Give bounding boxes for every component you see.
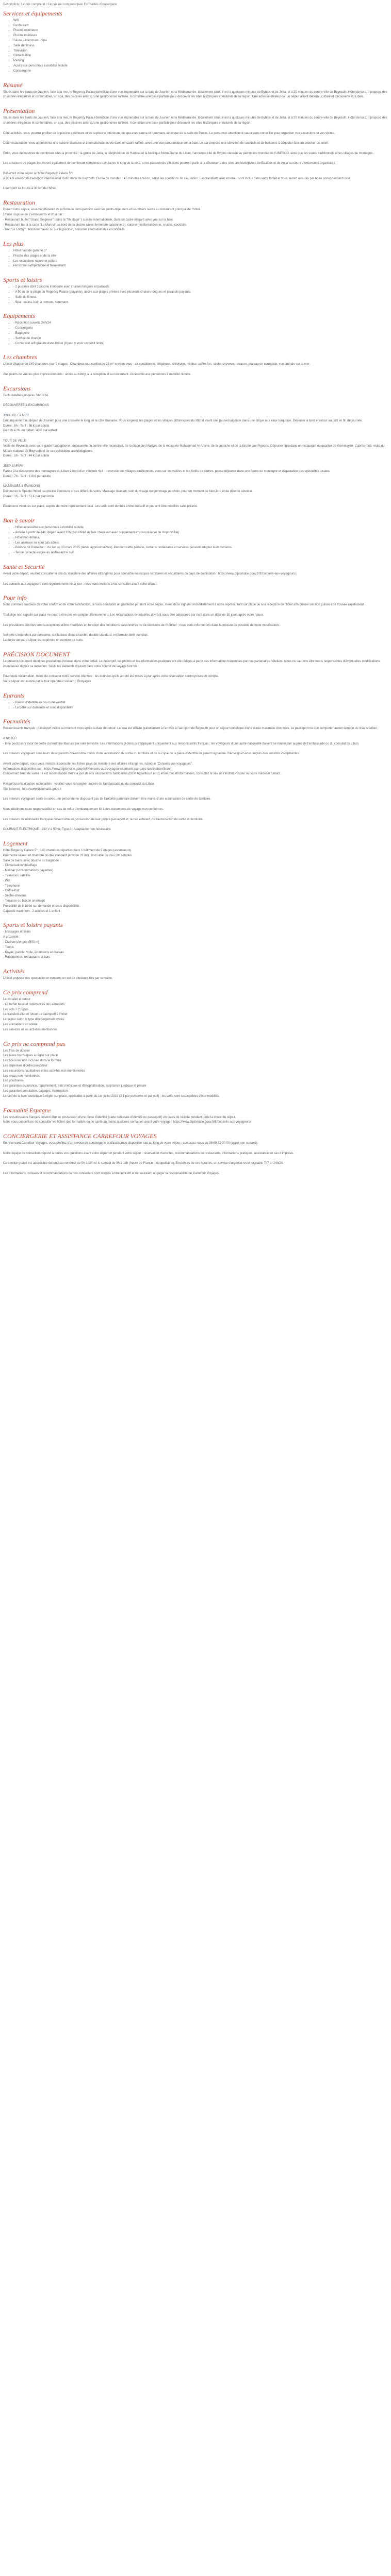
section-15-paragraph: - Il ne peut pas y avoir de sortie du territoire libanais par voie terrestre. Les informations ci-dessus s'appliquent uniquement aux ressortissants français ; les voyageurs d'une autre nationalité doivent se renseigner auprès de l'ambassade ou du consulat du Liban. (3, 742, 360, 745)
list-item: • Télévision (13, 49, 388, 54)
section-4-paragraph: - Restaurant bar à la carte "La Marina" au bord de la piscine (avec fermeture saisonnière), cuisine méditerranéenne, snacks, cocktails. (3, 223, 187, 227)
section-15-paragraph: Les mineurs voyageant sans leurs deux parents doivent être munis d'une autorisation de sortie du territoire et de la copie de la pièce d'identité du parent signataire. Renseignez-vous auprès des autorités compétentes. (3, 752, 300, 756)
spacer (3, 618, 388, 623)
list-item: • - Le bébé sur demande et sous disponibilité (13, 706, 388, 711)
section-9-block-heading: JEEP SAFARI (3, 465, 23, 468)
list-item: • Conciergerie (13, 69, 388, 74)
section-15-note: Les mineurs de nationalité française doivent être en possession de leur propre passeport et, le cas échéant, de l'autorisation de sortie du territoire. (3, 818, 204, 821)
list-item: • - Conciergerie (13, 326, 388, 331)
section-12-paragraph: La durée de votre séjour est exprimée en nombre de nuits. (3, 638, 84, 642)
section-16-title: Logement (3, 840, 28, 848)
section-16-paragraph: - Coffre-fort (3, 889, 19, 893)
section-15-paragraph: Concernant l'état de santé : il est recommandé d'être à jour de vos vaccinations habituelles (DTP, hépatites A et B). Pour plus d'informations, consultez le site de l'Institut Pasteur ou votre médecin traitant. (3, 772, 281, 776)
section-17-title: Sports et loisirs payants (3, 921, 63, 929)
section-12-paragraph: Nos prix s'entendent par personne, sur la base d'une chambre double standard, en formule demi-pension. (3, 634, 149, 637)
section-9-block-line: Durée : 7h - Tarif : 118 € par adulte (3, 474, 51, 478)
section-2-title: Résumé (3, 81, 23, 89)
list-item: • - Réception ouverte 24h/24 (13, 321, 388, 326)
list-item: • Personnel sympathique et bienveillant (13, 264, 388, 269)
section-9-block-line: Durée : 8h - Tarif : 86 € par adulte (3, 424, 50, 428)
section-9-block-heading: MASSAGES & ÉVASIONS (3, 485, 40, 488)
section-15-note: COURANT ÉLECTRIQUE : 230 V à 50Hz, Type A : Adaptateur non nécessaire (3, 828, 111, 832)
section-3-paragraph: A 30 km environ de l'aéroport international Rafic Hariri de Beyrouth. Durée du transfert : 45 minutes environ, selon les conditions de circulation. Les transferts aller et retour sont inclus dans votre forfait et vous seront assurés par notre correspondant local. (3, 177, 351, 180)
section-18-title: Activités (3, 968, 25, 975)
list-item: • Proche des plages et de la ville (13, 254, 388, 259)
section-19-paragraph: Les services et les activités mentionnés (3, 1028, 58, 1031)
section-7-list (3, 321, 388, 346)
spacer (3, 136, 388, 141)
section-11-paragraph: Avant votre départ, veuillez consulter le site du ministère des affaires étrangères pour connaître les risques sanitaires et sécuritaires du pays de destination : https://www.diplomatie.gouv.fr/fr/conseils-aux-voyageurs/. (3, 572, 297, 575)
section-3-paragraph: Enfin, vous découvrirez de nombreux sites à proximité : la grotte de Jeita, le téléphérique de Harissa et la basilique Notre-Dame du Liban, l'ancienne cité de Byblos classée au patrimoine mondial de l'UNESCO, ainsi que les souks traditionnels et les villages de montagne. (3, 151, 374, 155)
list-item: • - Salle de fitness. (13, 295, 388, 300)
section-20-title: Ce prix ne comprend pas (3, 1040, 66, 1047)
section-16-paragraph: - Télévision satellite (3, 874, 30, 878)
spacer (3, 777, 388, 782)
spacer (3, 500, 388, 505)
section-9-block-line: Embarquement au départ de Jounieh pour une croisière le long de la côte libanaise. Vous longerez les plages et les villages pittoresques du littoral avant une pause baignade dans une crique aux eaux turquoise. Déjeuner à bord et retour au port en fin de journée. (3, 419, 363, 422)
section-22-paragraph: En réservant Carrefour Voyages, vous profitez d'un service de conciergerie et d'assistance disponible tout au long de votre séjour : contactez-nous au 09 69 32 00 00 (appel non surtaxé). (3, 1142, 258, 1145)
section-20-paragraph: Les garanties annulation, bagages, interruption (3, 1089, 68, 1093)
section-20-paragraph: Les repas non mentionnés (3, 1074, 40, 1078)
list-item: • - 2 piscines dont 1 piscine intérieure avec chaises longues et parasols (13, 285, 388, 290)
section-3-paragraph: Côté activités, vous pourrez profiter de la piscine extérieure et de la piscine intérieure, du spa avec sauna et hammam, ainsi que de la salle de fitness. Le personnel attentionné saura vous conseiller pour organiser vos excursions et vos visites. (3, 131, 335, 135)
list-item: • - Pièces d'identité en cours de validité (13, 701, 388, 706)
section-21-title: Formalité Espagne (3, 1106, 51, 1114)
section-10-title: Bon à savoir (3, 517, 35, 524)
section-21-paragraph: Les ressortissants français doivent être en possession d'une pièce d'identité (carte nationale d'identité ou passeport) en cours de validité pendant toute la durée du séjour. (3, 1115, 236, 1119)
section-9-block-line: Durée : 5h - Tarif : 44 € par adulte (3, 454, 50, 458)
section-1-title: Services et équipements (3, 9, 62, 17)
spacer (3, 757, 388, 762)
section-17-paragraph: - Tennis (3, 945, 14, 949)
section-16-paragraph: - Téléphone (3, 884, 20, 888)
spacer (3, 182, 388, 187)
section-9-block-line: Partez à la découverte des montagnes du Liban à bord d'un véhicule 4x4 : traversée des villages traditionnels, vues sur les vallées et les forêts de cèdres, pause déjeuner dans une ferme de montagne et dégustation des spécialités locales. (3, 469, 331, 473)
top-nav-text: Description / Le prix comprend / Ce prix ne comprend pas/ Formalités /Concergerie (3, 3, 117, 6)
section-19-paragraph: Le séjour selon le type d'hébergement choisi (3, 1018, 64, 1022)
section-3-paragraph: Côté restauration, vous apprécierez une cuisine libanaise et internationale servie dans un cadre raffiné, avec une vue panoramique sur la baie. Le bar propose une sélection de cocktails et de boissons à déguster face au coucher de soleil. (3, 142, 329, 145)
section-17-paragraph: A proximité : (3, 936, 21, 939)
spacer (3, 812, 388, 818)
spacer (3, 166, 388, 172)
content (3, 10, 388, 1177)
list-item: • - A 50 m de la plage du Regency Palace (payante), accès aux plages privées avec plusieurs chaises longues et parasols payants. (13, 290, 388, 295)
list-item: • Sauna - Hammam - Spa (13, 39, 388, 44)
section-22-title: CONCIERGERIE ET ASSISTANCE CARREFOUR VOYAGES (3, 1132, 157, 1140)
section-16-paragraph: Possibilité de lit bébé sur demande et sous disponibilité. (3, 904, 80, 908)
spacer (3, 1157, 388, 1162)
spacer (3, 669, 388, 674)
section-3-paragraph: Situés dans les hauts de Jounieh, face à la mer, le Regency Palace bénéficie d'une vue imprenable sur la baie de Jounieh et la Méditerranée. Idéalement situé, il est à quelques minutes de Byblos et de Jeita, et à 20 minutes du centre-ville de Beyrouth. Hôtel de luxe, il propose des chambres élégantes et confortables, un spa, des piscines ainsi qu'une gastronomie raffinée. Il constitue une base parfaite pour découvrir les sites historiques et naturels de la région. (3, 116, 387, 125)
section-18-paragraph: L'hôtel propose des spectacles et concerts en soirée plusieurs fois par semaine. (3, 977, 113, 980)
spacer (3, 157, 388, 162)
spacer (3, 792, 388, 798)
section-11-title: Santé et Sécurité (3, 563, 45, 570)
spacer (3, 409, 388, 414)
section-16-paragraph: - Minibar (consommations payantes) (3, 869, 54, 873)
section-14-list (3, 701, 388, 711)
section-16-paragraph: Salle de bains avec douche ou baignoire : (3, 859, 61, 862)
section-9-subtitle: DÉCOUVERTE & EXCURSIONS (3, 404, 49, 408)
list-item: • - Spa : sauna, bain à remous, hammam. (13, 300, 388, 306)
section-6-title: Sports et loisirs (3, 276, 42, 284)
section-20-paragraph: Les garanties assurance, rapatriement, frais médicaux et d'hospitalisation, assistance juridique et pénale (3, 1084, 146, 1088)
section-15-paragraph: Ressortissants français : passeport valide au moins 6 mois après la date de retour. Le visa est délivré gratuitement à l'arrivée à l'aéroport de Beyrouth pour un séjour touristique d'une durée maximale d'un mois. Le passeport ne doit comporter aucun tampon ou visa israélien. (3, 727, 378, 731)
list-item: • - Les animaux ne sont pas admis. (13, 541, 388, 546)
section-20-paragraph: Les excursions facultatives et les activités non mentionnées (3, 1069, 85, 1073)
section-20-paragraph: Les dépenses d'ordre personnel (3, 1064, 47, 1067)
section-3-title: Présentation (3, 107, 35, 115)
spacer (3, 434, 388, 439)
section-17-paragraph: - Randonnées, restaurants et bars (3, 956, 51, 959)
spacer (3, 822, 388, 827)
list-item: • - Période de Ramadan : du 1er au 30 mars 2025 (dates approximatives). Pendant cette période, certains restaurants et services peuvent adapter leurs horaires. (13, 546, 388, 551)
list-item: • Piscine intérieure (13, 33, 388, 39)
section-9-title: Excursions (3, 384, 31, 392)
spacer (3, 608, 388, 613)
spacer (3, 399, 388, 404)
list-item: • Les excursions nature et culture (13, 259, 388, 264)
spacer (3, 732, 388, 737)
section-4-paragraph: - Restaurant buffet "Grand Seigneur" (dans la "fin stage" ) cuisine internationale, dans un cadre élégant avec vue sur la baie. (3, 218, 174, 222)
list-item: • - Hôtel non-fumeur. (13, 536, 388, 541)
section-11-paragraph: Les conseils aux voyageurs sont régulièrement mis à jour ; nous vous invitons à les consulter avant votre départ. (3, 582, 158, 586)
section-15-paragraph: Site internet : http://www.diplomatie.gouv.fr (3, 787, 62, 791)
section-20-paragraph: Les frais de dossier (3, 1049, 30, 1053)
section-16-paragraph: Capacité maximum : 2 adultes et 1 enfant (3, 909, 60, 913)
section-12-paragraph: Nous sommes soucieux de votre confort et de votre satisfaction. Si vous constatez un problème pendant votre séjour, merci de le signaler immédiatement à notre représentant sur place ou à la réception de l'hôtel afin qu'une solution puisse être trouvée rapidement. (3, 603, 365, 607)
spacer (3, 1166, 388, 1172)
section-16-paragraph: - Sèche-cheveux (3, 894, 27, 898)
section-16-paragraph: Hôtel Regency Palace 5* ; 140 chambres réparties dans 1 bâtiment de 9 étages (ascenseurs) (3, 849, 132, 853)
section-15-paragraph: Avant votre départ, nous vous invitons à consulter les fiches pays du ministère des affaires étrangères, rubrique "Conseils aux voyageurs". (3, 762, 193, 766)
section-2-text: Situés dans les hauts de Jounieh, face à la mer, le Regency Palace bénéficie d'une vue imprenable sur la baie de Jounieh et la Méditerranée. Idéalement situé, il est à quelques minutes de Byblos et de Jeita, et à 20 minutes du centre-ville de Beyrouth. Hôtel de luxe, il propose des chambres élégantes et confortables, un spa, des piscines ainsi qu'une gastronomie raffinée. Il constitue une base parfaite pour découvrir les sites historiques et naturels de la région. Une adresse idéale pour un séjour alliant détente, culture et découverte du Liban. (3, 90, 387, 99)
section-9-block-line: Découvrez le Spa de l'hôtel, sa piscine intérieure et ses différents soins. Massage relaxant, soin du visage ou gommage au choix, pour un moment de bien-être et de détente absolue. (3, 489, 253, 493)
section-16-paragraph: - Climatisation/chauffage (3, 864, 37, 868)
section-13-paragraph: Pour toute réclamation, merci de contacter notre service clientèle : les données qu'ils auront été mises à jour après votre réservation seront prises en compte. (3, 675, 219, 679)
section-20-paragraph: Les pourboires (3, 1079, 24, 1083)
section-13-paragraph: Votre séjour est assuré par le tour opérateur suivant : Ôvoyages (3, 680, 91, 683)
section-19-paragraph: Le vol aller et retour (3, 997, 31, 1001)
spacer (3, 479, 388, 484)
section-17-paragraph: - Kayak, paddle, voile, excursions en bateau (3, 951, 64, 954)
section-14-title: Entrants (3, 691, 25, 699)
list-item: • Climatisation (13, 54, 388, 59)
section-12-paragraph: Tout litige non signalé sur place ne pourra être pris en compte ultérieurement. Les réclamations éventuelles devront nous être adressées par écrit dans un délai de 30 jours après votre retour. (3, 613, 264, 617)
page (0, 0, 391, 1177)
spacer (3, 146, 388, 151)
section-15-note: Les mineurs voyageant seuls ou avec une personne ne disposant pas de l'autorité parentale doivent être munis d'une autorisation de sortie de territoire. (3, 798, 211, 801)
section-16-paragraph: - Wifi (3, 879, 10, 883)
section-22-paragraph: Notre équipe de conseillers répond à toutes vos questions avant votre départ et pendant votre séjour : réservation d'activités, recommandations de restaurants, informations pratiques, assistance en cas d'imprévu. (3, 1151, 294, 1155)
list-item: • Salle de fitness (13, 44, 388, 49)
section-20-paragraph: Les taxes touristiques à régler sur place (3, 1054, 58, 1058)
list-item: • - Arrivée à partir de 14h, départ avant 12h (possibilité de late check-out avec supplément et sous réserve de disponibilité) (13, 531, 388, 536)
section-9-paragraph: Tarifs valables jusqu'au 31/10/24 (3, 394, 48, 397)
section-21-paragraph: Nous vous conseillons de consulter les fiches des formalités ou de santé au moins quelques semaines avant votre voyage : https://www.diplomatie.gouv.fr/fr/conseils-aux-voyageurs/ (3, 1121, 251, 1124)
section-17-paragraph: - Club de plongée (500 m) (3, 940, 39, 944)
section-9-block-line: De 11h à 2h, en forfait : 40 € par enfant (3, 429, 57, 433)
section-8-title: Les chambres (3, 353, 37, 361)
section-15-title: Formalités (3, 718, 30, 725)
section-12-paragraph: Les prestations décrites sont susceptibles d'être modifiées en fonction des conditions saisonnières ou de décisions de l'hôtelier ; nous vous informerons dans la mesure du possible de toute modification. (3, 623, 280, 627)
spacer (3, 459, 388, 464)
section-15-paragraph: Informations disponibles sur : https://www.diplomatie.gouv.fr/fr/conseils-aux-voyageurs/conseils-par-pays-destination/liban/. (3, 767, 172, 771)
section-9-block-heading: TOUR DE VILLE (3, 439, 26, 443)
section-3-paragraph: Les amateurs de plages trouveront également de nombreux complexes balnéaires le long de la côte, et les passionnés d'histoire pourront partir à la découverte des sites archéologiques de Baalbek et de Anjar au cours d'excursions organisées. (3, 162, 336, 165)
section-4-title: Restauration (3, 199, 35, 207)
spacer (3, 747, 388, 752)
list-item: • Accès aux personnes à mobilité réduite (13, 64, 388, 69)
section-8-paragraph: L'hôtel dispose de 140 chambres (sur 9 étages). Chambres tout confort de 28 m² environ avec : air conditionné, téléphone, télévision, minibar, coffre-fort, sèche-cheveux, terrasse, plateau de courtoisie, vue latérale sur la mer. (3, 363, 311, 366)
section-13-paragraph: Le présent document décrit les prestations incluses dans votre forfait. Le descriptif, les photos et les informations pratiques ont été rédigés à partir des informations transmises par nos partenaires hôteliers. Nous ne saurions être tenus responsables d'éventuelles modifications intervenues depuis sa rédaction. Seuls les éléments figurant dans votre contrat de voyage font foi. (3, 659, 380, 668)
section-5-list (3, 249, 388, 269)
spacer (3, 1146, 388, 1151)
section-4-paragraph: L'hôtel dispose de 2 restaurants et d'un bar : (3, 213, 64, 216)
section-4-paragraph: - Bar "Le Lobby" : boissons "avec ou sur la piscine", boissons internationales et cocktails. (3, 228, 125, 232)
list-item: • - Hôtel accessible aux personnes à mobilité réduite. (13, 526, 388, 531)
section-15-paragraph: Ressortissants d'autres nationalités : veuillez vous renseigner auprès de l'ambassade ou du consulat du Liban. (3, 783, 155, 786)
section-19-paragraph: Les vols + 2 repas (3, 1008, 28, 1011)
section-20-paragraph: Les boissons non incluses dans la formule (3, 1059, 61, 1063)
section-19-title: Ce prix comprend (3, 988, 48, 996)
section-15-note: Nous déclinons toute responsabilité en cas de refus d'embarquement lié à des documents de voyage non conformes. (3, 808, 164, 811)
section-9-outro: Excursions vendues sur place, auprès de notre représentant local. Les tarifs sont donnés à titre indicatif et peuvent être modifiés sans préavis. (3, 505, 198, 509)
section-3-paragraph: L'aéroport se trouve à 30 km de l'hôtel. (3, 187, 57, 191)
list-item: • - Connexion wifi gratuite dans l'hôtel (Il peut y avoir un débit limité) (13, 342, 388, 347)
section-19-paragraph: - Le forfait base et redevances des aéroports (3, 1003, 65, 1006)
spacer (3, 126, 388, 131)
section-19-paragraph: Le transfert aller et retour de l'aéroport à l'hôtel (3, 1013, 68, 1016)
list-item: • Piscine extérieure (13, 28, 388, 33)
section-3-paragraph: Réservez votre séjour à l'hôtel Regency Palace 5*! (3, 172, 73, 175)
section-16-paragraph: Pour votre séjour en chambre double standard (environ 28 m²) : lit double ou deux lits simples. (3, 854, 133, 857)
section-22-paragraph: Les informations, conseils et recommandations de nos conseillers sont donnés à titre indicatif et ne sauraient engager la responsabilité de Carrefour Voyages. (3, 1172, 220, 1175)
section-15-paragraph: A NOTER (3, 737, 17, 740)
section-7-title: Equipements (3, 312, 35, 320)
list-item: • Parking (13, 59, 388, 64)
section-12-title: Pour info (3, 594, 27, 602)
section-9-block-heading: JOUR DE LA MER (3, 414, 29, 418)
section-17-paragraph: - Massages et soins (3, 930, 31, 934)
list-item: • - Bagagerie (13, 331, 388, 336)
spacer (3, 367, 388, 372)
spacer (3, 577, 388, 582)
section-20-paragraph: Le tarif de la taxe touristique à régler sur place, applicable à partir du 1er juillet 2019 (3 $ par personne et par nuit) ; les tarifs sont susceptibles d'être modifiés. (3, 1094, 220, 1098)
list-item: • - Tenue correcte exigée au restaurant le soir. (13, 551, 388, 556)
section-8-paragraph: Aux points de vue les plus impressionnants : accès au lobby, à la réception et au restaurant. Accessible aux personnes à mobilité réduite. (3, 373, 191, 377)
section-4-paragraph: Durant votre séjour, vous bénéficierez de la formule demi-pension avec les petits-déjeuners et les dîners servis au restaurant principal de l'hôtel. (3, 208, 201, 212)
section-19-paragraph: Les animations en soirée (3, 1023, 38, 1026)
section-6-list (3, 285, 388, 305)
section-13-title: PRÉCISION DOCUMENT (3, 650, 70, 658)
section-1-list (3, 19, 388, 74)
spacer (3, 802, 388, 807)
list-item: • - Service de change (13, 336, 388, 342)
section-9-block-line: Visite de Beyrouth avec votre guide francophone : découverte du centre-ville reconstruit, de la place des Martyrs, de la mosquée Mohammad Al-Amine, de la corniche et de la Grotte aux Pigeons. Déjeuner libre dans un restaurant du quartier de Gemmayzé. L'après-midi, visite du Musée national de Beyrouth et de ses collections archéologiques. (3, 444, 385, 453)
section-16-paragraph: - Terrasse ou balcon aménagé (3, 900, 45, 903)
section-22-paragraph: Ce service gratuit est accessible du lundi au vendredi de 9h à 19h et le samedi de 9h à 18h (heure de France métropolitaine). En dehors de ces horaires, un service d'urgence reste joignable 7j/7 et 24h/24. (3, 1162, 284, 1165)
section-5-title: Les plus (3, 240, 24, 248)
list-item: • Hôtel haut de gamme 5* (13, 249, 388, 254)
section-9-block-line: Durée : 1h - Tarif : 51 € par personne (3, 495, 54, 498)
list-item: • Wifi (13, 19, 388, 24)
section-10-list (3, 526, 388, 556)
spacer (3, 628, 388, 633)
list-item: • Restaurant (13, 24, 388, 29)
